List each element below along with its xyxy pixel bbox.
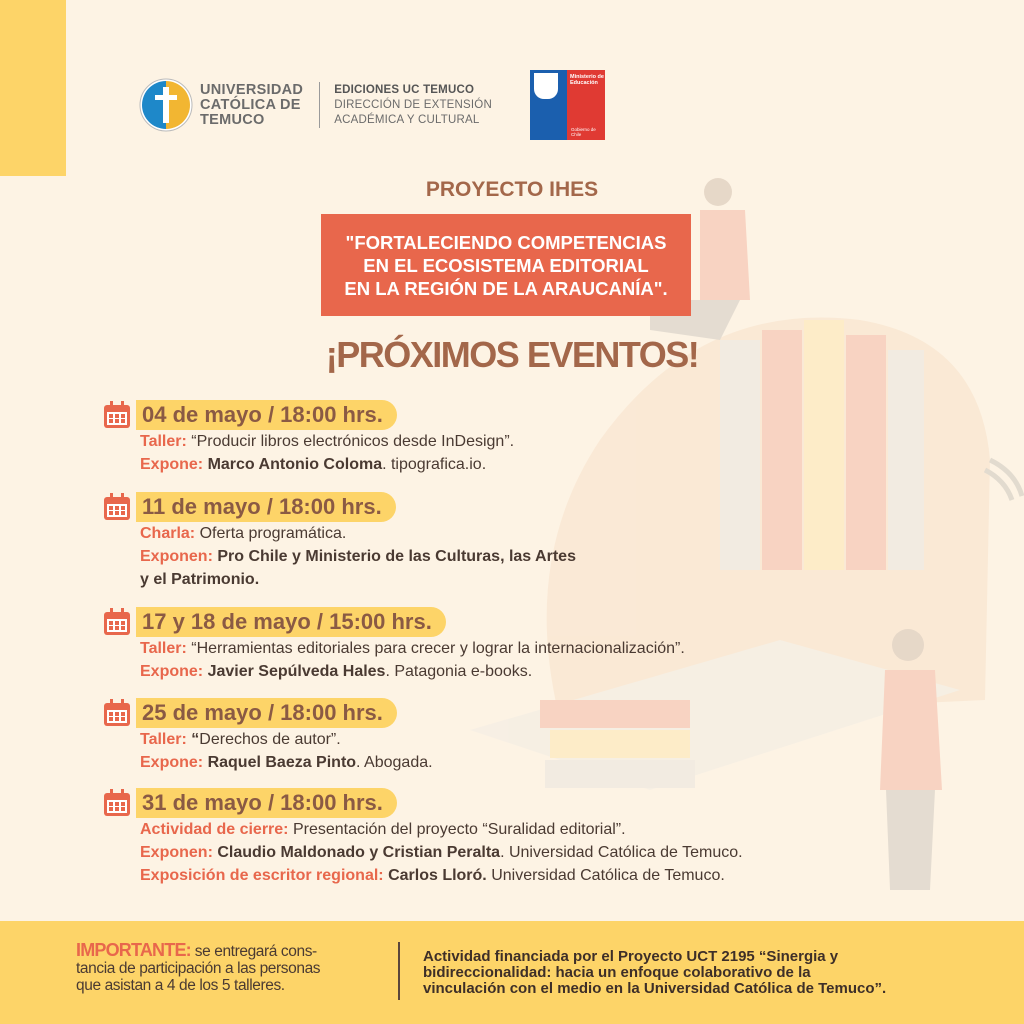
event-line: y el Patrimonio.	[140, 571, 260, 588]
event-item	[102, 607, 685, 683]
ministry-logo: Ministerio de Educación Gobierno de Chile	[530, 70, 605, 140]
footer-divider	[398, 942, 400, 1000]
event-line: Charla: Oferta programática.	[140, 525, 347, 542]
event-date: 25 de mayo / 18:00 hrs.	[136, 698, 397, 728]
event-line: Expone: Javier Sepúlveda Hales. Patagonia e-books.	[140, 663, 533, 680]
ediciones-title: EDICIONES UC TEMUCO	[334, 83, 475, 96]
event-date: 31 de mayo / 18:00 hrs.	[136, 788, 397, 818]
calendar-icon	[102, 788, 132, 818]
event-item	[102, 492, 576, 591]
funding-note: Actividad financiada por el Proyecto UCT 2195 “Sinergia y bidireccionalidad: hacia un enfoque colaborativo de la vinculación con el medio en la Universidad Católica de Temuco”.	[423, 948, 887, 997]
event-line: Exponen: Claudio Maldonado y Cristian Peralta. Universidad Católica de Temuco.	[140, 844, 743, 861]
event-line: Expone: Raquel Baeza Pinto. Abogada.	[140, 754, 433, 771]
university-crest-icon	[138, 77, 194, 133]
event-item	[102, 698, 433, 774]
event-date: 17 y 18 de mayo / 15:00 hrs.	[136, 607, 446, 637]
event-date: 04 de mayo / 18:00 hrs.	[136, 400, 397, 430]
corner-decoration	[0, 0, 66, 176]
event-line: Taller: “Producir libros electrónicos desde InDesign”.	[140, 433, 515, 450]
calendar-icon	[102, 698, 132, 728]
event-line: Actividad de cierre: Presentación del proyecto “Suralidad editorial”.	[140, 821, 626, 838]
project-title-box: "FORTALECIENDO COMPETENCIAS EN EL ECOSISTEMA EDITORIAL EN LA REGIÓN DE LA ARAUCANÍA".	[321, 214, 691, 316]
calendar-icon	[102, 492, 132, 522]
events-heading: ¡PRÓXIMOS EVENTOS!	[325, 334, 699, 375]
event-line: Exposición de escritor regional: Carlos Lloró. Universidad Católica de Temuco.	[140, 867, 725, 884]
important-note: IMPORTANTE: se entregará cons- tancia de participación a las personas que asistan a 4 de los 5 talleres.	[76, 940, 321, 994]
coat-of-arms-icon	[534, 73, 558, 99]
calendar-icon	[102, 607, 132, 637]
ediciones-block: EDICIONES UC TEMUCO DIRECCIÓN DE EXTENSIÓN ACADÉMICA Y CULTURAL	[334, 83, 492, 126]
event-line: Taller: “Derechos de autor”.	[140, 731, 341, 748]
project-label: PROYECTO IHES	[425, 178, 599, 201]
event-line: Expone: Marco Antonio Coloma. tipografica.io.	[140, 456, 487, 473]
header-logos	[138, 70, 492, 140]
event-item	[102, 400, 514, 476]
university-name: UNIVERSIDAD CATÓLICA DE TEMUCO	[200, 81, 304, 128]
event-line: Exponen: Pro Chile y Ministerio de las Culturas, las Artes	[140, 548, 576, 565]
event-item	[102, 788, 743, 887]
event-line: Taller: “Herramientas editoriales para crecer y lograr la internacionalización”.	[140, 640, 685, 657]
header-divider	[319, 82, 320, 128]
calendar-icon	[102, 400, 132, 430]
event-date: 11 de mayo / 18:00 hrs.	[136, 492, 396, 522]
